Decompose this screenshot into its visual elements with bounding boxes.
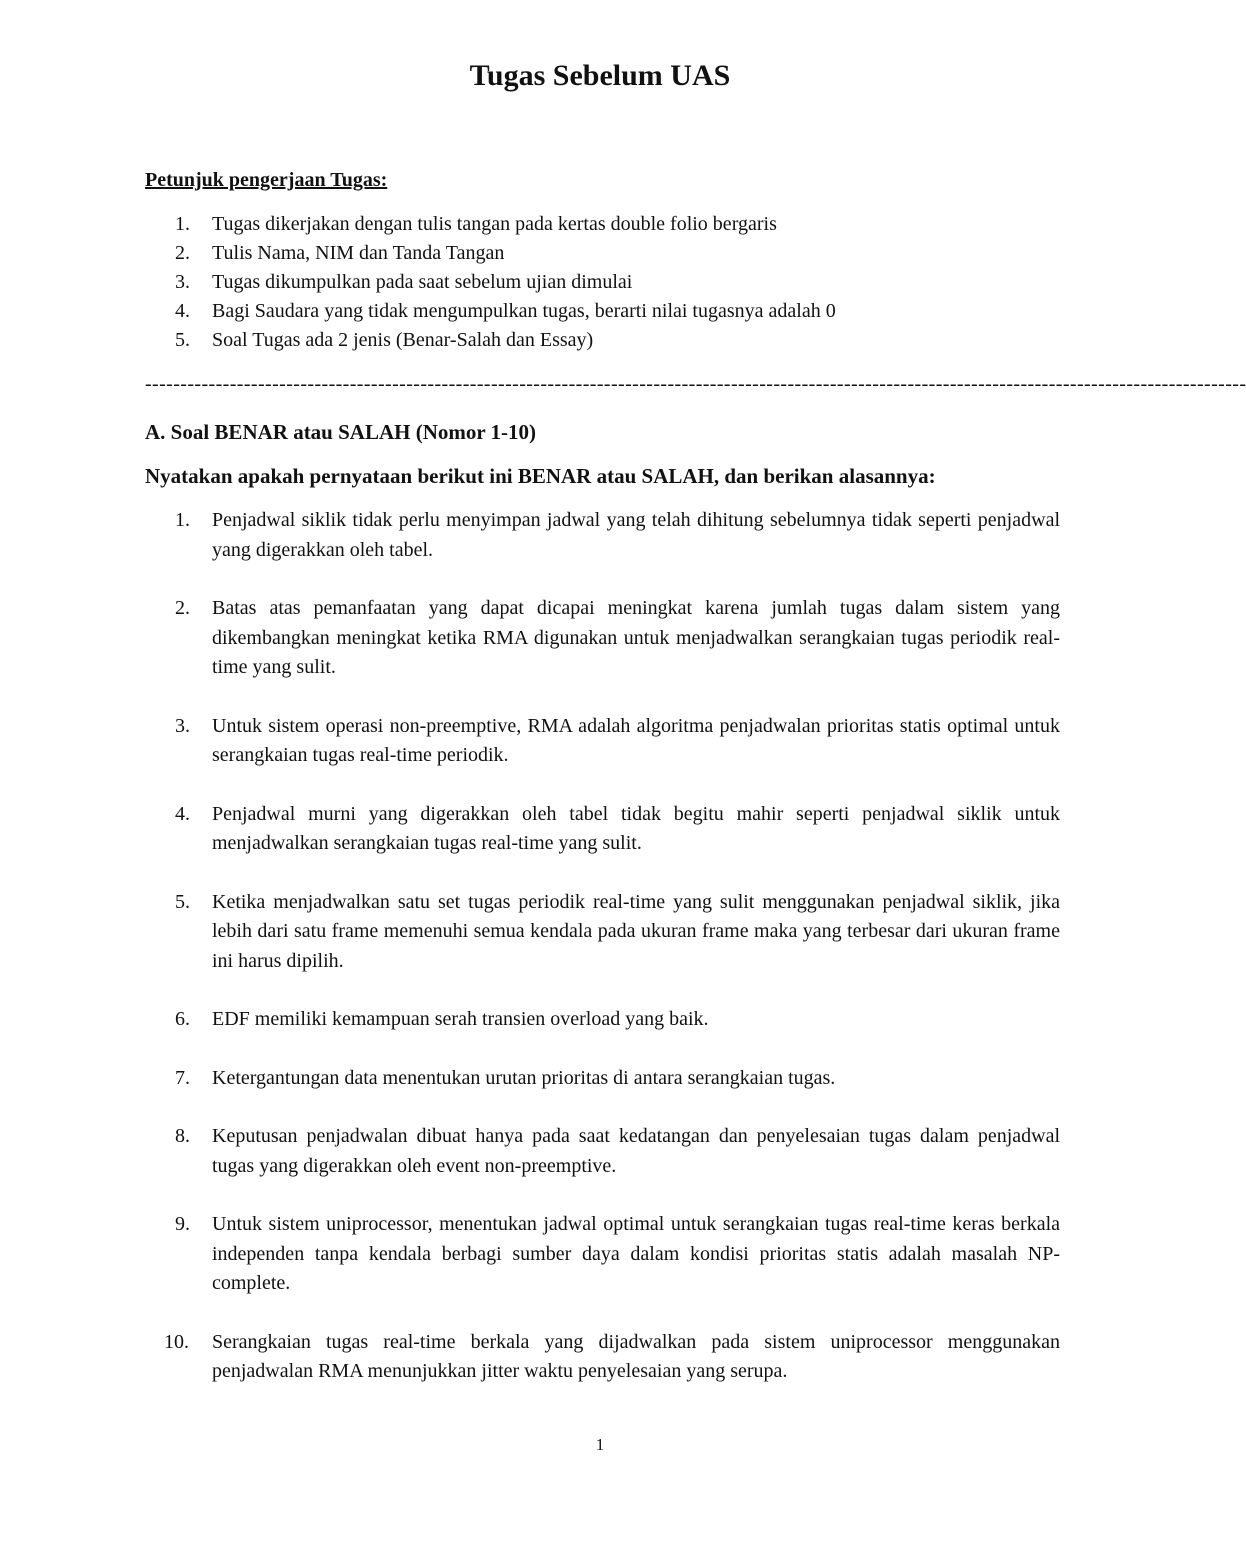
question-item [145, 1064, 1060, 1094]
list-item-text: Bagi Saudara yang tidak mengumpulkan tugas, berarti nilai tugasnya adalah 0 [212, 300, 836, 322]
section-heading: A. Soal BENAR atau SALAH (Nomor 1-10) [145, 420, 537, 444]
question-item [145, 594, 1060, 683]
question-text: Keputusan penjadwalan dibuat hanya pada saat kedatangan dan penyelesaian tugas dalam penjadwal tugas yang digerakkan oleh event non-preemptive. [212, 1125, 1060, 1177]
list-item: 3. Tugas dikumpulkan pada saat sebelum ujian dimulai [145, 268, 1065, 297]
question-number: 7. [175, 1066, 190, 1089]
list-item: 5. Soal Tugas ada 2 jenis (Benar-Salah dan Essay) [145, 326, 1065, 355]
question-text: Untuk sistem operasi non-preemptive, RMA adalah algoritma penjadwalan prioritas statis optimal untuk serangkaian tugas real-time periodik. [212, 714, 1060, 766]
list-item: 2. Tulis Nama, NIM dan Tanda Tangan [145, 239, 1065, 268]
question-item [145, 1328, 1060, 1387]
question-item [145, 888, 1060, 977]
dashed-divider: ------------------------------------------------------------------------------------------------------------------------------------------------------------ [145, 373, 1246, 395]
question-number: 8. [175, 1125, 190, 1147]
question-item [145, 800, 1060, 859]
question-text: Untuk sistem uniprocessor, menentukan jadwal optimal untuk serangkaian tugas real-time keras berkala independen tanpa kendala berbagi sumber daya dalam kondisi prioritas statis adalah masalah NP-complete. [212, 1213, 1060, 1294]
question-item [145, 712, 1060, 771]
question-text: Batas atas pemanfaatan yang dapat dicapai meningkat karena jumlah tugas dalam sistem yang dikembangkan meningkat ketika RMA digunakan untuk menjadwalkan serangkaian tugas periodik real-time yang sulit. [212, 597, 1060, 678]
question-text: Serangkaian tugas real-time berkala yang dijadwalkan pada sistem uniprocessor menggunakan penjadwalan RMA menunjukkan jitter waktu penyelesaian yang serupa. [212, 1330, 1060, 1382]
list-item-text: Tugas dikumpulkan pada saat sebelum ujian dimulai [212, 271, 633, 293]
questions-list [145, 506, 1060, 1416]
question-number: 9. [175, 1213, 190, 1235]
list-item-text: Tugas dikerjakan dengan tulis tangan pada kertas double folio bergaris [212, 213, 777, 235]
question-number: 3. [175, 714, 190, 737]
instructions-heading: Petunjuk pengerjaan Tugas: [145, 169, 388, 191]
question-item [145, 1122, 1060, 1181]
question-text: EDF memiliki kemampuan serah transien overload yang baik. [212, 1008, 709, 1030]
question-item [145, 1005, 1060, 1035]
question-text: Penjadwal siklik tidak perlu menyimpan jadwal yang telah dihitung sebelumnya tidak seperti penjadwal yang digerakkan oleh tabel. [212, 509, 1060, 561]
list-item-text: Soal Tugas ada 2 jenis (Benar-Salah dan Essay) [212, 329, 594, 351]
question-number: 4. [175, 802, 190, 825]
list-item: 1. Tugas dikerjakan dengan tulis tangan pada kertas double folio bergaris [145, 210, 1065, 239]
list-item-text: Tulis Nama, NIM dan Tanda Tangan [212, 242, 505, 264]
question-number: 2. [175, 597, 190, 619]
question-number: 1. [175, 509, 190, 531]
page-title: Tugas Sebelum UAS [469, 59, 731, 92]
question-item [145, 506, 1060, 565]
question-text: Ketika menjadwalkan satu set tugas periodik real-time yang sulit menggunakan penjadwal siklik, jika lebih dari satu frame memenuhi semua kendala pada ukuran frame maka yang terbesar dari ukuran frame ini harus dipilih. [212, 890, 1060, 972]
instructions-list [145, 210, 1065, 355]
question-text: Penjadwal murni yang digerakkan oleh tabel tidak begitu mahir seperti penjadwal siklik untuk menjadwalkan serangkaian tugas real-time yang sulit. [212, 802, 1060, 854]
section-instruction: Nyatakan apakah pernyataan berikut ini BENAR atau SALAH, dan berikan alasannya: [145, 464, 936, 488]
question-number: 6. [175, 1008, 190, 1030]
page-number: 1 [595, 1435, 605, 1454]
question-item [145, 1210, 1060, 1299]
question-number: 5. [175, 890, 190, 913]
list-item: 4. Bagi Saudara yang tidak mengumpulkan tugas, berarti nilai tugasnya adalah 0 [145, 297, 1065, 326]
question-text: Ketergantungan data menentukan urutan prioritas di antara serangkaian tugas. [212, 1066, 836, 1089]
question-number: 10. [164, 1330, 189, 1353]
